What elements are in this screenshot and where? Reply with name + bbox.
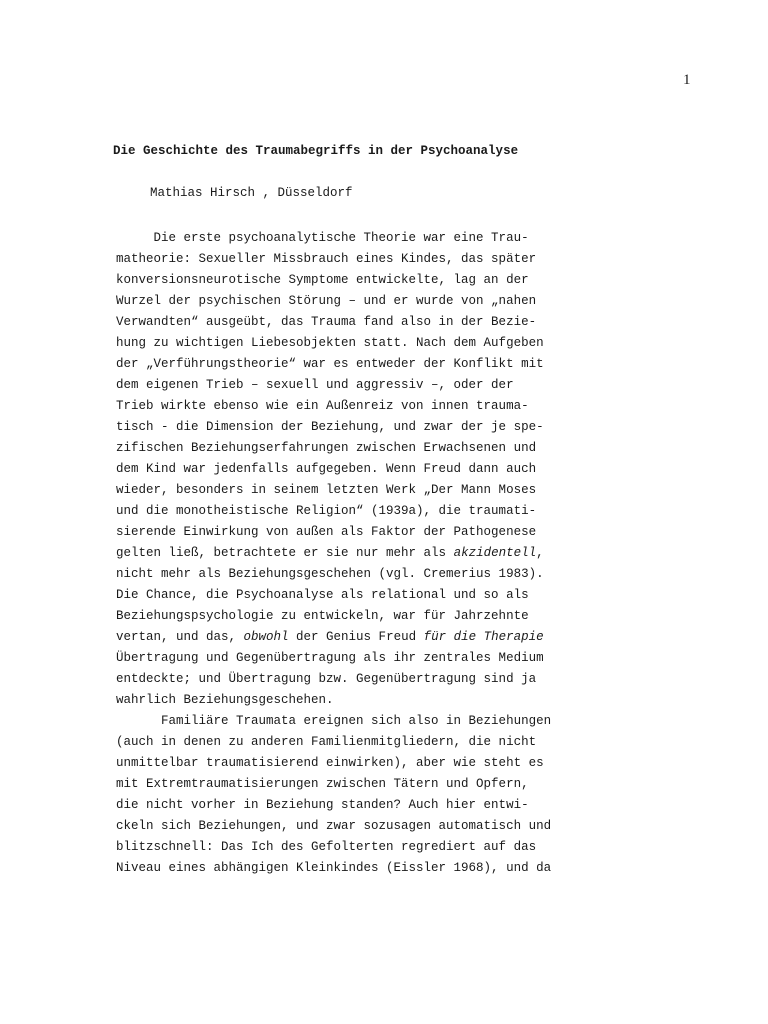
text-segment: konversionsneurotische Symptome entwickelte, lag an der <box>116 273 529 287</box>
text-segment: wahrlich Beziehungsgeschehen. <box>116 693 334 707</box>
text-segment: Verwandten“ ausgeübt, das Trauma fand also in der Bezie- <box>116 315 537 329</box>
text-line <box>116 816 551 837</box>
text-segment: gelten ließ, betrachtete er sie nur mehr als <box>116 546 454 560</box>
text-segment: Trieb wirkte ebenso wie ein Außenreiz von innen trauma- <box>116 399 529 413</box>
text-line <box>116 858 551 879</box>
text-line <box>116 711 551 732</box>
text-segment: zifischen Beziehungserfahrungen zwischen Erwachsenen und <box>116 441 537 455</box>
text-line <box>116 291 551 312</box>
text-segment: unmittelbar traumatisierend einwirken), aber wie steht es <box>116 756 544 770</box>
text-segment: Wurzel der psychischen Störung – und er wurde von „nahen <box>116 294 537 308</box>
body-text <box>116 228 551 879</box>
author-line: Mathias Hirsch , Düsseldorf <box>150 186 353 200</box>
text-line <box>116 837 551 858</box>
text-line <box>116 480 551 501</box>
text-line <box>116 396 551 417</box>
text-line <box>116 228 551 249</box>
text-line <box>116 501 551 522</box>
text-segment: der „Verführungstheorie“ war es entweder der Konflikt mit <box>116 357 544 371</box>
text-line <box>116 774 551 795</box>
text-segment: sierende Einwirkung von außen als Faktor der Pathogenese <box>116 525 537 539</box>
text-segment: dem eigenen Trieb – sexuell und aggressiv –, oder der <box>116 378 514 392</box>
text-segment: der Genius Freud <box>288 630 424 644</box>
text-segment: (auch in denen zu anderen Familienmitgliedern, die nicht <box>116 735 537 749</box>
text-segment: dem Kind war jedenfalls aufgegeben. Wenn Freud dann auch <box>116 462 537 476</box>
text-line <box>116 795 551 816</box>
text-segment: Familiäre Traumata ereignen sich also in Beziehungen <box>116 714 552 728</box>
text-segment: ckeln sich Beziehungen, und zwar sozusagen automatisch und <box>116 819 552 833</box>
text-segment: wieder, besonders in seinem letzten Werk „Der Mann Moses <box>116 483 537 497</box>
text-segment: entdeckte; und Übertragung bzw. Gegenübertragung sind ja <box>116 672 537 686</box>
text-segment: und die monotheistische Religion“ (1939a), die traumati- <box>116 504 537 518</box>
text-line <box>116 375 551 396</box>
text-line <box>116 459 551 480</box>
text-segment: Übertragung und Gegenübertragung als ihr zentrales Medium <box>116 651 544 665</box>
text-line <box>116 648 551 669</box>
italic-text: obwohl <box>243 630 289 644</box>
text-line <box>116 522 551 543</box>
document-title: Die Geschichte des Traumabegriffs in der Psychoanalyse <box>113 144 519 158</box>
text-segment: blitzschnell: Das Ich des Gefolterten regrediert auf das <box>116 840 537 854</box>
italic-text: für die Therapie <box>423 630 544 644</box>
text-line <box>116 669 551 690</box>
text-line <box>116 690 551 711</box>
text-segment: Beziehungspsychologie zu entwickeln, war für Jahrzehnte <box>116 609 529 623</box>
text-line <box>116 438 551 459</box>
text-segment: Niveau eines abhängigen Kleinkindes (Eissler 1968), und da <box>116 861 552 875</box>
text-line <box>116 417 551 438</box>
text-segment: Die erste psychoanalytische Theorie war eine Trau- <box>116 231 529 245</box>
italic-text: akzidentell <box>453 546 537 560</box>
text-line <box>116 585 551 606</box>
text-segment: , <box>536 546 544 560</box>
text-line <box>116 312 551 333</box>
text-segment: die nicht vorher in Beziehung standen? Auch hier entwi- <box>116 798 529 812</box>
text-line <box>116 249 551 270</box>
text-segment: matheorie: Sexueller Missbrauch eines Kindes, das später <box>116 252 537 266</box>
text-line <box>116 627 551 648</box>
text-line <box>116 354 551 375</box>
text-segment: Die Chance, die Psychoanalyse als relational und so als <box>116 588 529 602</box>
text-line <box>116 564 551 585</box>
page-number: 1 <box>683 72 691 88</box>
text-line <box>116 753 551 774</box>
text-segment: vertan, und das, <box>116 630 244 644</box>
text-line <box>116 606 551 627</box>
text-line <box>116 732 551 753</box>
text-line <box>116 543 551 564</box>
text-segment: hung zu wichtigen Liebesobjekten statt. Nach dem Aufgeben <box>116 336 544 350</box>
text-segment: mit Extremtraumatisierungen zwischen Tätern und Opfern, <box>116 777 529 791</box>
text-line <box>116 333 551 354</box>
text-segment: nicht mehr als Beziehungsgeschehen (vgl. Cremerius 1983). <box>116 567 544 581</box>
text-segment: tisch - die Dimension der Beziehung, und zwar der je spe- <box>116 420 544 434</box>
text-line <box>116 270 551 291</box>
